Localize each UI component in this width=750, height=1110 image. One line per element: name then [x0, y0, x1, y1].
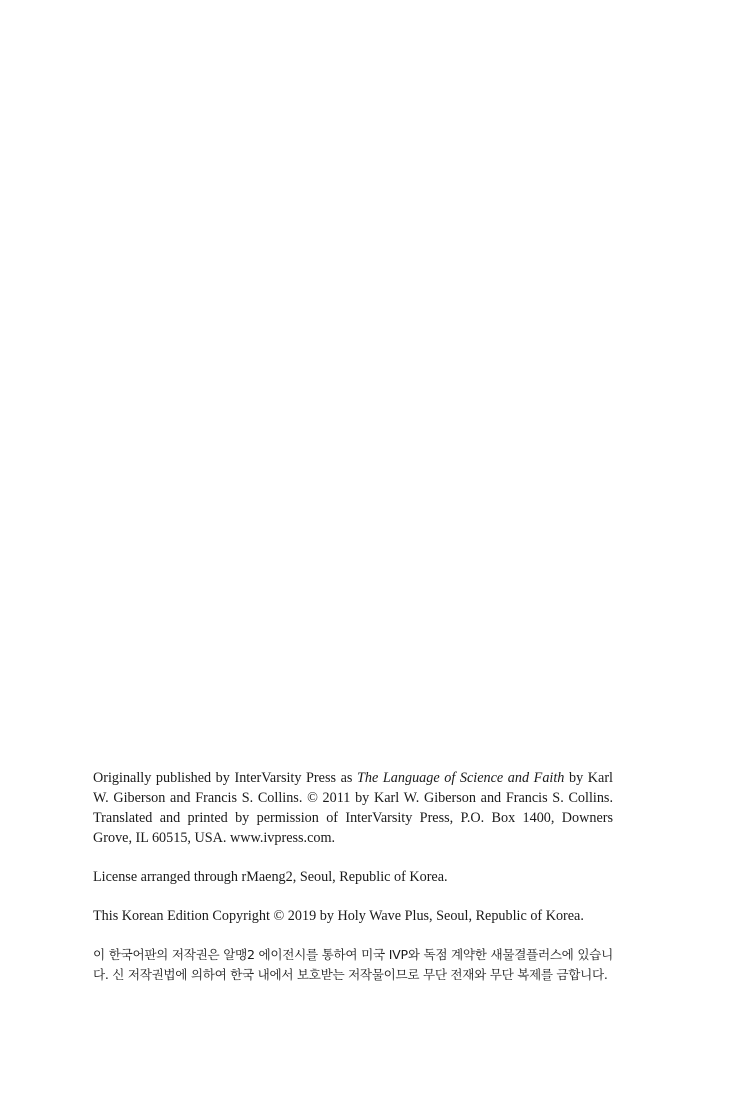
original-publication-notice — [93, 768, 613, 848]
original-suffix-text: by Karl W. Giberson and Francis S. Collins. © 2011 by Karl W. Giberson and Francis S. Collins. Translated and printed by permission of InterVarsity Press, P.O. Box 1400, Downers Grove, IL 60515, USA. www.ivpress.com. — [93, 770, 613, 846]
copyright-block — [93, 768, 613, 985]
license-notice: License arranged through rMaeng2, Seoul, Republic of Korea. — [93, 869, 448, 885]
original-prefix-text: Originally published by InterVarsity Press as — [93, 770, 358, 786]
book-title: The Language of Science and Faith — [357, 770, 565, 786]
korean-edition-copyright: This Korean Edition Copyright © 2019 by Holy Wave Plus, Seoul, Republic of Korea. — [93, 908, 584, 924]
korean-copyright-notice: 이 한국어판의 저작권은 알맹2 에이전시를 통하여 미국 IVP와 독점 계약한 새물결플러스에 있습니다. 신 저작권법에 의하여 한국 내에서 보호받는 저작물이므로 무단 전재와 무단 복제를 금합니다. — [93, 947, 613, 982]
